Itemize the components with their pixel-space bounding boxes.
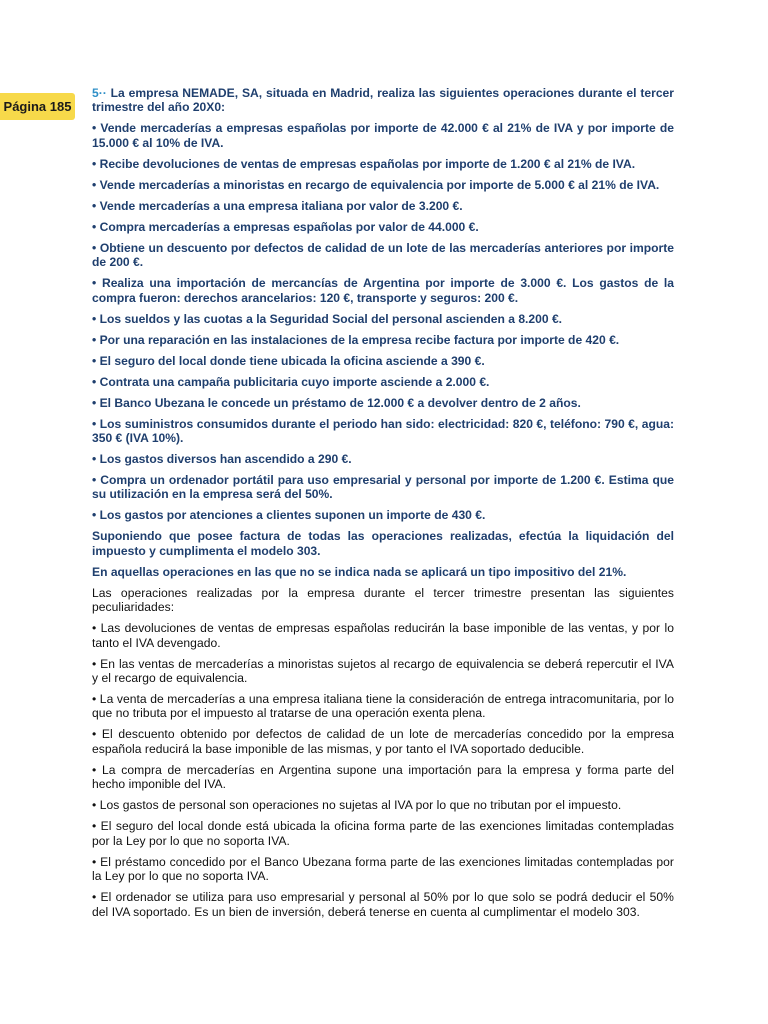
question-closing: En aquellas operaciones en las que no se indica nada se aplicará un tipo impositivo del 21%. [92,564,627,579]
answer-item: • La compra de mercaderías en Argentina supone una importación para la empresa y forma parte del hecho imponible del IVA. [92,762,674,792]
question-intro [92,86,674,115]
answer-item: • La venta de mercaderías a una empresa italiana tiene la consideración de entrega intracomunitaria, por lo que no tributa por el impuesto al tratarse de una operación exenta plena. [92,692,674,721]
question-closing: Suponiendo que posee factura de todas las operaciones realizadas, efectúa la liquidación del impuesto y cumplimenta el modelo 303. [92,529,674,558]
answer-item: • Las devoluciones de ventas de empresas españolas reducirán la base imponible de las ventas, y por lo tanto el IVA devengado. [92,621,674,650]
question-intro-text: La empresa NEMADE, SA, situada en Madrid, realiza las siguientes operaciones durante el tercer trimestre del año 20X0: [92,86,674,115]
question-item: • Obtiene un descuento por defectos de calidad de un lote de las mercaderías anteriores por importe de 200 €. [92,240,674,270]
answer-item: • El préstamo concedido por el Banco Ubezana forma parte de las exenciones limitadas contempladas por la Ley por lo que no soporta IVA. [92,854,674,884]
answer-item: • El seguro del local donde está ubicada la oficina forma parte de las exenciones limitadas contempladas por la Ley por lo que no soporta IVA. [92,819,674,848]
question-item: • Realiza una importación de mercancías de Argentina por importe de 3.000 €. Los gastos de la compra fueron: derechos arancelarios: 120 €, transporte y seguros: 200 €. [92,276,674,305]
question-item: • El seguro del local donde tiene ubicada la oficina asciende a 390 €. [92,353,485,368]
question-item: • Los suministros consumidos durante el periodo han sido: electricidad: 820 €, teléfono: 790 €, agua: 350 € (IVA 10%). [92,416,674,446]
page-number-badge: Página 185 [0,93,75,120]
question-item: • Compra mercaderías a empresas españolas por valor de 44.000 €. [92,219,479,234]
question-item: • Vende mercaderías a una empresa italiana por valor de 3.200 €. [92,198,463,213]
question-item: • Los sueldos y las cuotas a la Seguridad Social del personal ascienden a 8.200 €. [92,311,563,326]
question-item: • Los gastos por atenciones a clientes suponen un importe de 430 €. [92,508,486,523]
question-item: • Compra un ordenador portátil para uso empresarial y personal por importe de 1.200 €. Estima que su utilización en la empresa será del 50%. [92,473,674,502]
answer-intro: Las operaciones realizadas por la empresa durante el tercer trimestre presentan las siguientes peculiaridades: [92,585,674,615]
question-item: • Vende mercaderías a empresas españolas por importe de 42.000 € al 21% de IVA y por importe de 15.000 € al 10% de IVA. [92,121,674,150]
question-item: • Los gastos diversos han ascendido a 290 €. [92,452,352,467]
exercise-content [92,86,674,919]
answer-item: • El descuento obtenido por defectos de calidad de un lote de mercaderías concedido por la empresa española reducirá la base imponible de las mismas, y por tanto el IVA soportado deducible. [92,727,674,756]
answer-item: • Los gastos de personal son operaciones no sujetas al IVA por lo que no tributan por el impuesto. [92,798,622,813]
question-item: • Por una reparación en las instalaciones de la empresa recibe factura por importe de 420 €. [92,332,620,347]
question-item: • Contrata una campaña publicitaria cuyo importe asciende a 2.000 €. [92,374,490,389]
question-item: • Recibe devoluciones de ventas de empresas españolas por importe de 1.200 € al 21% de IVA. [92,156,636,171]
answer-item: • El ordenador se utiliza para uso empresarial y personal al 50% por lo que solo se podrá deducir el 50% del IVA soportado. Es un bien de inversión, deberá tenerse en cuenta al cumplimentar el modelo 303. [92,890,674,919]
question-number: 5·· [92,86,107,100]
question-item: • Vende mercaderías a minoristas en recargo de equivalencia por importe de 5.000 € al 21% de IVA. [92,177,660,192]
answer-item: • En las ventas de mercaderías a minoristas sujetos al recargo de equivalencia se deberá repercutir el IVA y el recargo de equivalencia. [92,656,674,686]
question-item: • El Banco Ubezana le concede un préstamo de 12.000 € a devolver dentro de 2 años. [92,395,581,410]
